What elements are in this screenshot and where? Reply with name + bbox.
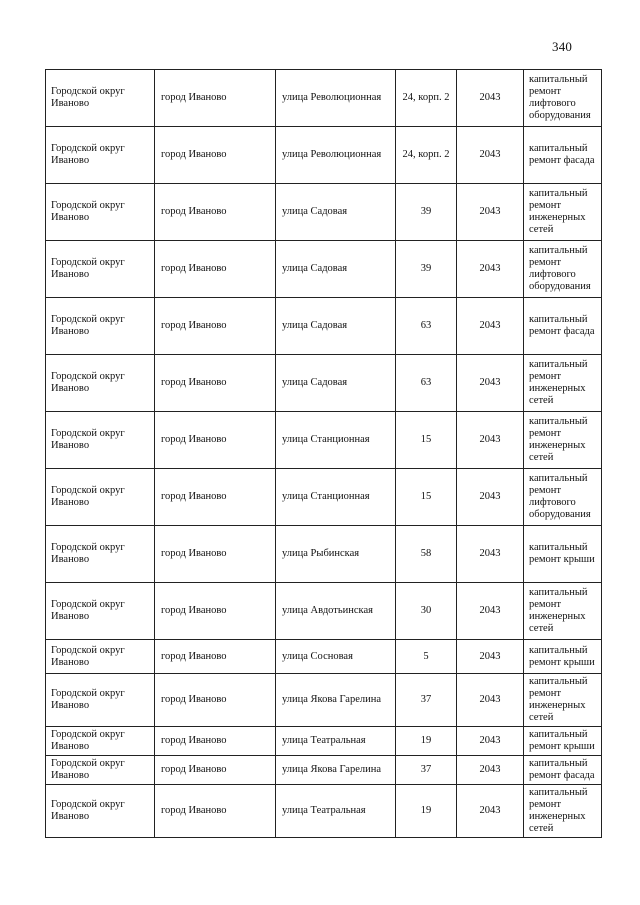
city-cell: город Иваново — [155, 727, 276, 756]
street-cell: улица Театральная — [276, 727, 396, 756]
house-cell: 15 — [396, 469, 457, 526]
year-cell: 2043 — [457, 785, 524, 838]
work-type-cell: капитальный ремонт фасада — [524, 756, 602, 785]
work-type-cell: капитальный ремонт инженерных сетей — [524, 583, 602, 640]
page-number: 340 — [552, 39, 573, 54]
street-cell: улица Сосновая — [276, 640, 396, 674]
year-cell: 2043 — [457, 355, 524, 412]
house-cell: 5 — [396, 640, 457, 674]
house-cell: 15 — [396, 412, 457, 469]
year-cell: 2043 — [457, 583, 524, 640]
repair-schedule-table — [45, 69, 602, 838]
table-row — [46, 640, 602, 674]
house-cell: 63 — [396, 355, 457, 412]
house-cell: 30 — [396, 583, 457, 640]
city-cell: город Иваново — [155, 70, 276, 127]
city-cell: город Иваново — [155, 184, 276, 241]
work-type-cell: капитальный ремонт фасада — [524, 298, 602, 355]
table-row — [46, 184, 602, 241]
okrug-cell: Городской округ Иваново — [46, 412, 155, 469]
year-cell: 2043 — [457, 70, 524, 127]
table-row — [46, 469, 602, 526]
okrug-cell: Городской округ Иваново — [46, 756, 155, 785]
city-cell: город Иваново — [155, 785, 276, 838]
work-type-cell: капитальный ремонт инженерных сетей — [524, 785, 602, 838]
street-cell: улица Якова Гарелина — [276, 674, 396, 727]
okrug-cell: Городской округ Иваново — [46, 241, 155, 298]
work-type-cell: капитальный ремонт инженерных сетей — [524, 184, 602, 241]
table-row — [46, 727, 602, 756]
house-cell: 37 — [396, 674, 457, 727]
okrug-cell: Городской округ Иваново — [46, 785, 155, 838]
city-cell: город Иваново — [155, 412, 276, 469]
house-cell: 19 — [396, 727, 457, 756]
house-cell: 19 — [396, 785, 457, 838]
work-type-cell: капитальный ремонт инженерных сетей — [524, 355, 602, 412]
work-type-cell: капитальный ремонт крыши — [524, 727, 602, 756]
street-cell: улица Авдотьинская — [276, 583, 396, 640]
city-cell: город Иваново — [155, 469, 276, 526]
okrug-cell: Городской округ Иваново — [46, 674, 155, 727]
table-row — [46, 583, 602, 640]
street-cell: улица Станционная — [276, 469, 396, 526]
table-row — [46, 674, 602, 727]
street-cell: улица Садовая — [276, 355, 396, 412]
table-row — [46, 355, 602, 412]
year-cell: 2043 — [457, 756, 524, 785]
okrug-cell: Городской округ Иваново — [46, 355, 155, 412]
table-row — [46, 785, 602, 838]
okrug-cell: Городской округ Иваново — [46, 127, 155, 184]
city-cell: город Иваново — [155, 355, 276, 412]
year-cell: 2043 — [457, 469, 524, 526]
okrug-cell: Городской округ Иваново — [46, 640, 155, 674]
okrug-cell: Городской округ Иваново — [46, 583, 155, 640]
city-cell: город Иваново — [155, 127, 276, 184]
street-cell: улица Садовая — [276, 298, 396, 355]
house-cell: 39 — [396, 184, 457, 241]
year-cell: 2043 — [457, 526, 524, 583]
work-type-cell: капитальный ремонт лифтового оборудования — [524, 469, 602, 526]
table-row — [46, 412, 602, 469]
work-type-cell: капитальный ремонт крыши — [524, 526, 602, 583]
okrug-cell: Городской округ Иваново — [46, 526, 155, 583]
street-cell: улица Садовая — [276, 184, 396, 241]
table-row — [46, 70, 602, 127]
house-cell: 37 — [396, 756, 457, 785]
street-cell: улица Якова Гарелина — [276, 756, 396, 785]
house-cell: 63 — [396, 298, 457, 355]
year-cell: 2043 — [457, 184, 524, 241]
work-type-cell: капитальный ремонт инженерных сетей — [524, 412, 602, 469]
year-cell: 2043 — [457, 241, 524, 298]
okrug-cell: Городской округ Иваново — [46, 727, 155, 756]
city-cell: город Иваново — [155, 241, 276, 298]
city-cell: город Иваново — [155, 756, 276, 785]
table-row — [46, 298, 602, 355]
street-cell: улица Театральная — [276, 785, 396, 838]
okrug-cell: Городской округ Иваново — [46, 184, 155, 241]
year-cell: 2043 — [457, 298, 524, 355]
year-cell: 2043 — [457, 640, 524, 674]
city-cell: город Иваново — [155, 674, 276, 727]
work-type-cell: капитальный ремонт фасада — [524, 127, 602, 184]
okrug-cell: Городской округ Иваново — [46, 298, 155, 355]
year-cell: 2043 — [457, 412, 524, 469]
table-row — [46, 756, 602, 785]
table-row — [46, 127, 602, 184]
okrug-cell: Городской округ Иваново — [46, 70, 155, 127]
street-cell: улица Рыбинская — [276, 526, 396, 583]
street-cell: улица Станционная — [276, 412, 396, 469]
work-type-cell: капитальный ремонт инженерных сетей — [524, 674, 602, 727]
house-cell: 24, корп. 2 — [396, 70, 457, 127]
house-cell: 24, корп. 2 — [396, 127, 457, 184]
okrug-cell: Городской округ Иваново — [46, 469, 155, 526]
house-cell: 39 — [396, 241, 457, 298]
city-cell: город Иваново — [155, 583, 276, 640]
work-type-cell: капитальный ремонт лифтового оборудования — [524, 70, 602, 127]
street-cell: улица Революционная — [276, 70, 396, 127]
work-type-cell: капитальный ремонт лифтового оборудования — [524, 241, 602, 298]
street-cell: улица Садовая — [276, 241, 396, 298]
table-row — [46, 241, 602, 298]
table-row — [46, 526, 602, 583]
year-cell: 2043 — [457, 727, 524, 756]
street-cell: улица Революционная — [276, 127, 396, 184]
city-cell: город Иваново — [155, 526, 276, 583]
work-type-cell: капитальный ремонт крыши — [524, 640, 602, 674]
year-cell: 2043 — [457, 674, 524, 727]
year-cell: 2043 — [457, 127, 524, 184]
city-cell: город Иваново — [155, 298, 276, 355]
house-cell: 58 — [396, 526, 457, 583]
city-cell: город Иваново — [155, 640, 276, 674]
